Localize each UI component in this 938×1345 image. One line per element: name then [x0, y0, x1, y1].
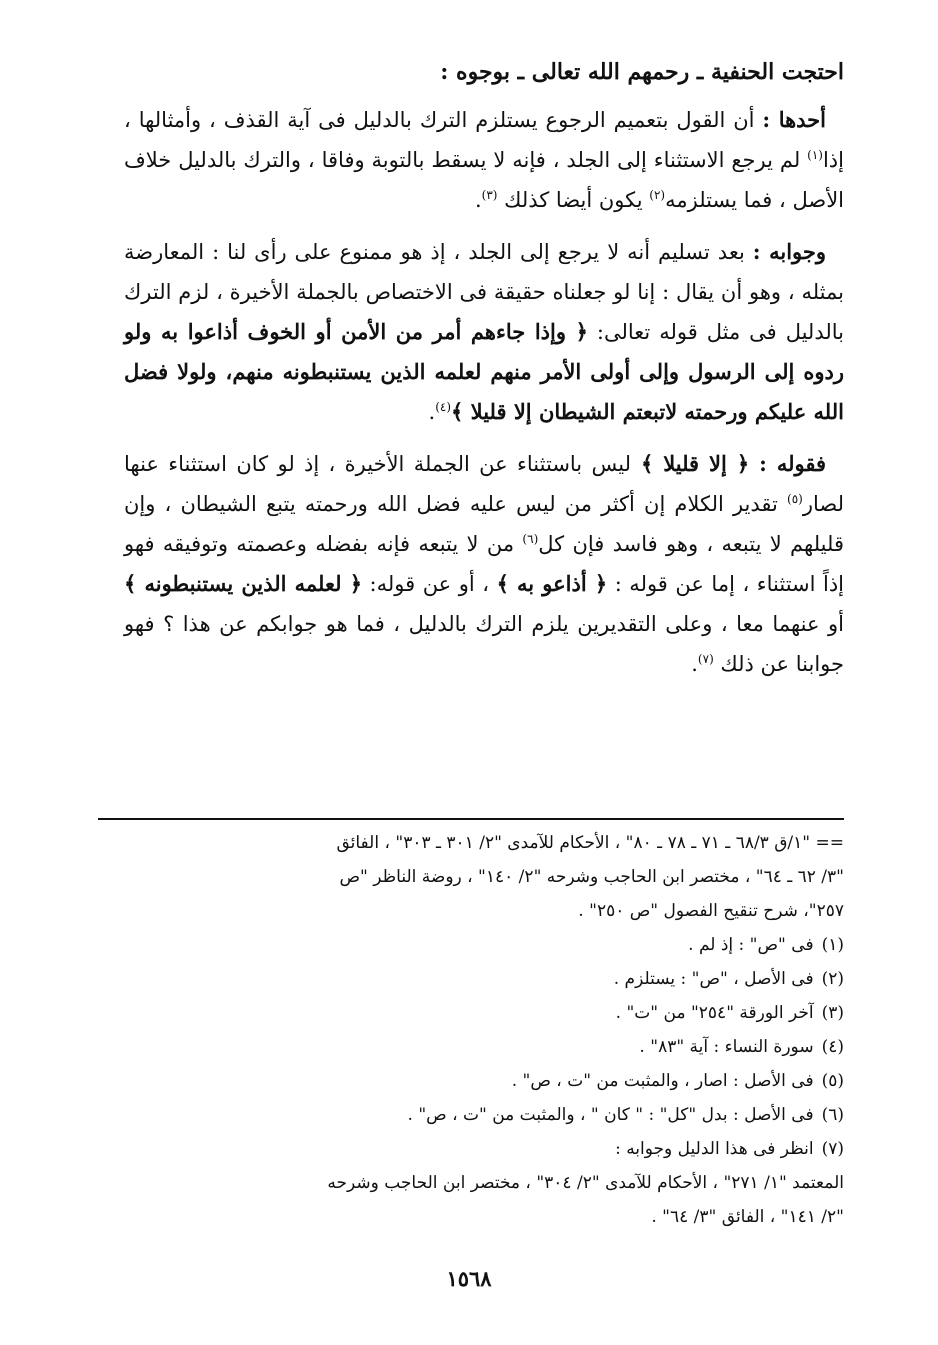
- footnote-item: [132, 1098, 844, 1132]
- footnote-item: [132, 1064, 844, 1098]
- paragraph-3-text-a: ليس باستثناء عن الجملة الأخيرة ، إذ لو كان استثناء عنها لصار: [124, 452, 844, 516]
- footnote-ref-7[interactable]: (٧): [697, 652, 714, 666]
- paragraph-1-text-a: أن القول بتعميم الرجوع يستلزم الترك بالدليل فى آية القذف ، وأمثالها ، إذا: [124, 108, 844, 172]
- footnote-item: [132, 1132, 844, 1166]
- footnote-ref-4[interactable]: (٤): [435, 400, 452, 414]
- paragraph-3-text-d: ، أو عن قوله:: [362, 572, 497, 596]
- footnote-ref-5[interactable]: (٥): [787, 492, 803, 506]
- paragraph-2: [124, 232, 844, 432]
- quran-quote-3: ﴿ لعلمه الذين يستنبطونه ﴾: [124, 571, 363, 596]
- footnote-item: [132, 962, 844, 996]
- paragraph-3-end: .: [691, 652, 698, 676]
- footnote-item: [132, 996, 844, 1030]
- paragraph-3: [124, 444, 844, 684]
- footnote-item: [132, 1030, 844, 1064]
- footnote-continuation-line: "٣/ ٦٢ ـ ٦٤" ، مختصر ابن الحاجب وشرحه "٢/ ١٤٠" ، روضة الناظر "ص: [339, 867, 844, 887]
- quran-verse: ﴿ وإذا جاءهم أمر من الأمن أو الخوف أذاعوا به ولو ردوه إلى الرسول وإلى أولى الأمر منهم لعلمه الذين يستنبطونه منهم، ولولا فضل الله عليكم ورحمته لاتبعتم الشيطان إلا قليلا ﴾: [124, 319, 844, 424]
- footnote-text: فى الأصل : بدل "كل" : " كان " ، والمثبت من "ت ، ص" .: [407, 1105, 814, 1125]
- footnote-number: (٣): [821, 1003, 844, 1023]
- paragraph-1-text-b: لم يرجع الاستثناء إلى الجلد ، فإنه لا يسقط بالتوبة وفاقا ، والترك بالدليل خلاف الأصل ، فما يستلزمه: [124, 148, 844, 212]
- footnote-tail-line: المعتمد "١/ ٢٧١" ، الأحكام للآمدى "٢/ ٣٠٤" ، مختصر ابن الحاجب وشرحه: [327, 1173, 844, 1193]
- footnote-ref-3[interactable]: (٣): [481, 188, 498, 202]
- page-body: [124, 52, 844, 696]
- page-number: ١٥٦٨: [446, 1266, 492, 1291]
- footnote-tail-line: "٢/ ١٤١" ، الفائق "٣/ ٦٤" .: [651, 1207, 844, 1227]
- paragraph-1-end: .: [474, 188, 482, 212]
- paragraph-1-text-c: يكون أيضا كذلك: [497, 188, 650, 212]
- footnote-text: فى الأصل : اصار ، والمثبت من "ت ، ص" .: [511, 1071, 814, 1091]
- quran-quote-2: ﴿ أذاعو به ﴾: [496, 571, 608, 596]
- paragraph-2-text-a: بعد تسليم أنه لا يرجع إلى الجلد ، إذ هو ممنوع على رأى لنا : المعارضة بمثله ، وهو أن يقال : إنا لو جعلناه حقيقة فى الاختصاص بالجملة الأخيرة ، لزم الترك بالدليل فى مثل قوله تعالى:: [124, 240, 844, 344]
- footnote-continuation-line: == "١/ق ٦٨/٣ ـ ٧١ ـ ٧٨ ـ ٨٠" ، الأحكام للآمدى "٢/ ٣٠١ ـ ٣٠٣" ، الفائق: [336, 833, 844, 853]
- footnote-divider: [98, 818, 844, 820]
- quran-quote-1: ﴿ إلا قليلا ﴾: [631, 451, 760, 476]
- footnote-number: (٥): [821, 1071, 844, 1091]
- footnote-number: (٤): [821, 1037, 844, 1057]
- paragraph-3-lead: فقوله :: [759, 451, 826, 476]
- footnote-text: سورة النساء : آية "٨٣" .: [639, 1037, 814, 1057]
- footnote-number: (٢): [821, 969, 844, 989]
- footnote-item: [132, 928, 844, 962]
- paragraph-2-end: .: [428, 400, 436, 424]
- footnote-ref-6[interactable]: (٦): [522, 532, 539, 546]
- footnote-text: انظر فى هذا الدليل وجوابه :: [615, 1139, 814, 1159]
- footnote-ref-2[interactable]: (٢): [649, 188, 666, 202]
- footnote-text: آخر الورقة "٢٥٤" من "ت" .: [615, 1003, 814, 1023]
- section-heading: احتجت الحنفية ـ رحمهم الله تعالى ـ بوجوه :: [440, 59, 844, 85]
- paragraph-3-text-e: أو عنهما معا ، وعلى التقديرين يلزم الترك بالدليل ، فما هو جوابكم عن هذا ؟ فهو جوابنا عن ذلك: [124, 612, 844, 676]
- footnote-number: (٦): [821, 1105, 844, 1125]
- footnote-text: فى الأصل ، "ص" : يستلزم .: [613, 969, 814, 989]
- footnote-text: فى "ص" : إذ لم .: [688, 935, 814, 955]
- paragraph-3-text-b: تقدير الكلام إن أكثر من ليس عليه فضل الله ورحمته يتبع الشيطان ، وإن قليلهم لا يتبعه ، وهو فاسد فإن كل: [124, 492, 844, 556]
- paragraph-1-lead: أحدها :: [762, 107, 827, 132]
- footnotes: [132, 826, 844, 1234]
- footnote-continuation-line: ٢٥٧"، شرح تنقيح الفصول "ص ٢٥٠" .: [578, 901, 844, 921]
- paragraph-2-lead: وجوابه :: [752, 239, 826, 264]
- footnote-number: (٧): [821, 1139, 844, 1159]
- paragraph-1: [124, 100, 844, 220]
- footnote-ref-1[interactable]: (١): [807, 148, 823, 162]
- footnote-number: (١): [821, 935, 844, 955]
- paragraph-3-text-c: من لا يتبعه فإنه بفضله وعصمته وتوفيقه فهو إذاً استثناء ، إما عن قوله :: [124, 532, 845, 596]
